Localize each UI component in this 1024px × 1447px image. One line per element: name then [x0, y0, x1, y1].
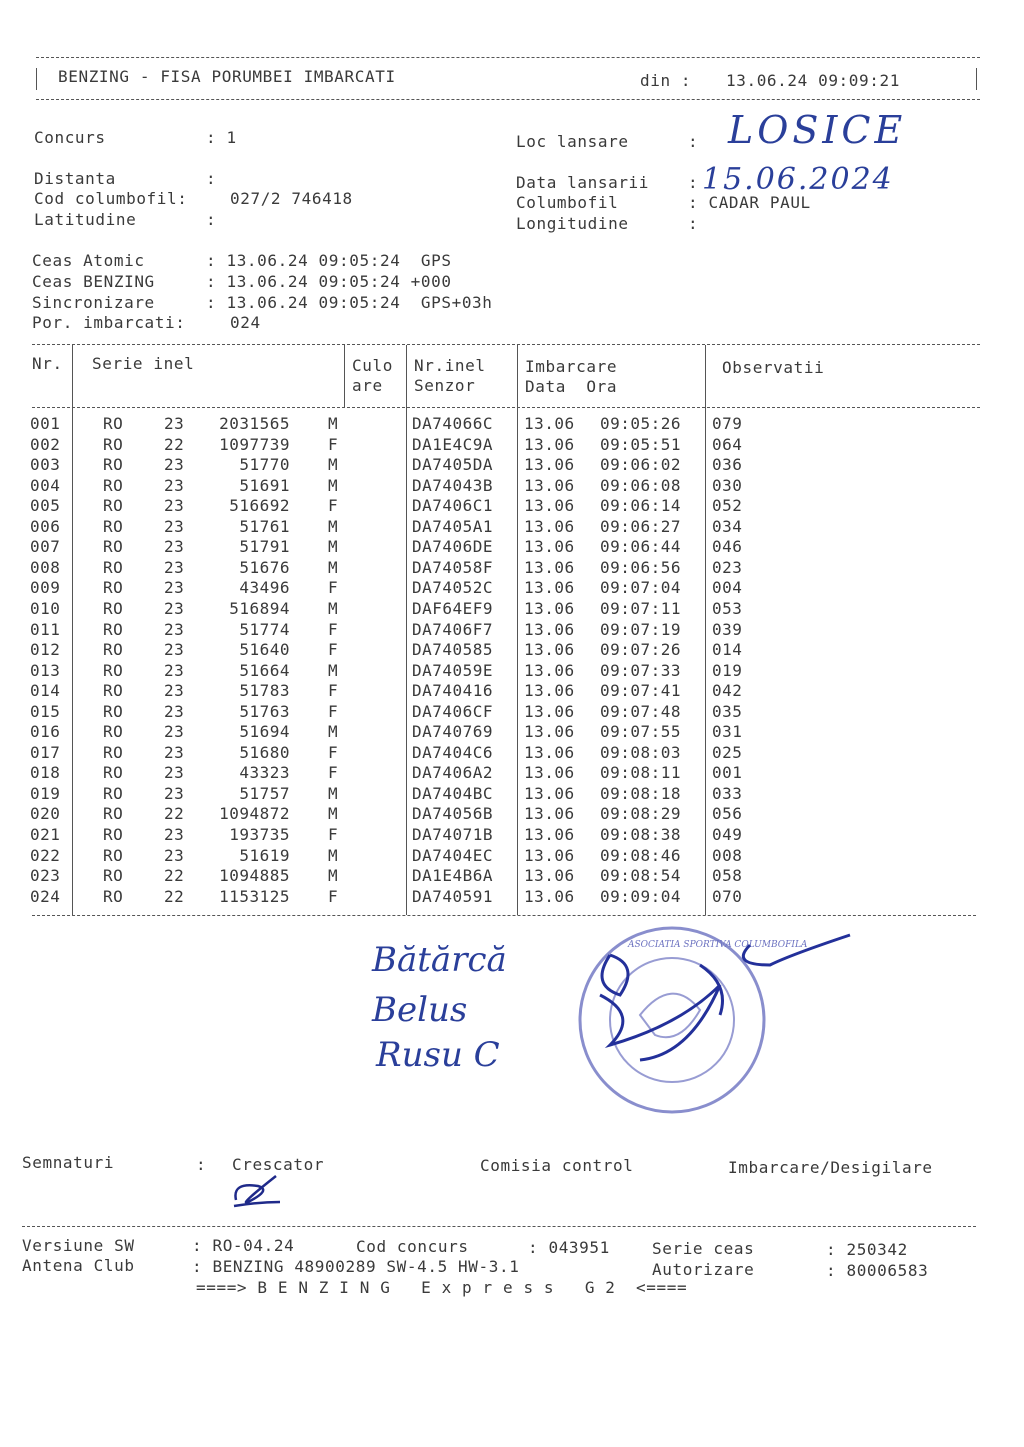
- columbofil-label: Columbofil: [516, 193, 619, 212]
- row-date: 13.06: [524, 825, 575, 844]
- sincronizare-value: : 13.06.24 09:05:24 GPS+03h: [206, 293, 493, 312]
- row-nr: 002: [30, 434, 61, 454]
- row-nr: 016: [30, 722, 61, 742]
- row-time: 09:07:48: [600, 701, 682, 721]
- row-ring: 516894: [229, 598, 290, 618]
- longitudine-value: :: [688, 214, 699, 233]
- row-nr: 024: [30, 886, 61, 906]
- row-nr: 019: [30, 783, 61, 803]
- row-sensor-id: DA74052C: [412, 578, 494, 598]
- row-sex: F: [328, 578, 339, 598]
- row-obs: 033: [712, 783, 743, 803]
- antena-club-label: Antena Club: [22, 1256, 135, 1275]
- row-year: 22: [164, 886, 185, 906]
- row-country: RO: [103, 537, 124, 557]
- row-sex: F: [328, 742, 339, 762]
- por-imbarcati-label: Por. imbarcati:: [32, 313, 186, 332]
- header-top-rule: [36, 57, 980, 58]
- row-obs: 025: [712, 742, 743, 762]
- row-country: RO: [103, 681, 124, 701]
- col-divider-imbarcare: [705, 345, 706, 915]
- row-sensor-id: DA74059E: [412, 660, 494, 680]
- row-date: 13.06: [524, 804, 575, 824]
- latitudine-value: :: [206, 210, 217, 229]
- col-header-serie: Serie inel: [92, 354, 195, 373]
- row-sex: M: [328, 537, 339, 557]
- row-date: 13.06: [524, 701, 575, 721]
- row-sensor-id: DA7406C1: [412, 496, 494, 516]
- row-year: 23: [164, 496, 185, 516]
- row-sex: M: [328, 722, 339, 742]
- col-header-nrinel-2: Senzor: [414, 376, 476, 395]
- row-time: 09:08:11: [600, 763, 682, 783]
- row-time: 09:05:51: [600, 434, 682, 454]
- din-value: 13.06.24 09:09:21: [726, 71, 900, 90]
- row-country: RO: [103, 742, 124, 762]
- row-date: 13.06: [524, 455, 575, 475]
- row-year: 23: [164, 742, 185, 762]
- row-country: RO: [103, 825, 124, 844]
- row-year: 22: [164, 866, 185, 886]
- row-obs: 019: [712, 660, 743, 680]
- row-date: 13.06: [524, 742, 575, 762]
- row-year: 23: [164, 722, 185, 742]
- row-sensor-id: DA74058F: [412, 557, 494, 577]
- row-year: 22: [164, 434, 185, 454]
- row-nr: 009: [30, 578, 61, 598]
- table-header-rule: [32, 407, 980, 408]
- antena-club-value: : BENZING 48900289 SW-4.5 HW-3.1: [192, 1257, 520, 1276]
- row-country: RO: [103, 804, 124, 824]
- imbarcare-desigilare-label: Imbarcare/Desigilare: [728, 1158, 933, 1177]
- row-obs: 064: [712, 434, 743, 454]
- row-nr: 021: [30, 825, 61, 844]
- row-time: 09:06:44: [600, 537, 682, 557]
- columbofil-value: : CADAR PAUL: [688, 193, 811, 212]
- concurs-label: Concurs: [34, 128, 106, 147]
- row-ring: 51761: [239, 516, 290, 536]
- row-nr: 003: [30, 455, 61, 475]
- table-top-rule: [32, 344, 980, 345]
- col-header-nr: Nr.: [32, 354, 63, 373]
- row-sensor-id: DA740769: [412, 722, 494, 742]
- row-obs: 036: [712, 455, 743, 475]
- col-header-culoare-2: are: [352, 376, 383, 395]
- ceas-atomic-label: Ceas Atomic: [32, 251, 145, 270]
- row-nr: 005: [30, 496, 61, 516]
- distanta-value: :: [206, 169, 217, 188]
- row-nr: 008: [30, 557, 61, 577]
- row-nr: 010: [30, 598, 61, 618]
- stamp-text: ASOCIATIA SPORTIVA COLUMBOFILA: [628, 940, 808, 950]
- din-label: din :: [640, 71, 692, 90]
- row-year: 23: [164, 825, 185, 844]
- row-year: 23: [164, 845, 185, 865]
- data-lansarii-handwritten: 15.06.2024: [702, 162, 894, 197]
- row-date: 13.06: [524, 722, 575, 742]
- row-sex: F: [328, 681, 339, 701]
- signature-scribble: [580, 925, 880, 1075]
- row-obs: 004: [712, 578, 743, 598]
- row-year: 23: [164, 681, 185, 701]
- row-country: RO: [103, 578, 124, 598]
- signature-name-1: Bătărcă: [372, 940, 507, 980]
- row-nr: 014: [30, 681, 61, 701]
- row-sensor-id: DA7404EC: [412, 845, 494, 865]
- row-year: 23: [164, 598, 185, 618]
- row-date: 13.06: [524, 619, 575, 639]
- table-bottom-rule: [32, 915, 976, 916]
- row-sensor-id: DA74071B: [412, 825, 494, 844]
- row-nr: 012: [30, 640, 61, 660]
- row-date: 13.06: [524, 434, 575, 454]
- row-sex: M: [328, 455, 339, 475]
- row-sex: F: [328, 640, 339, 660]
- row-time: 09:07:04: [600, 578, 682, 598]
- row-sensor-id: DA740416: [412, 681, 494, 701]
- row-nr: 022: [30, 845, 61, 865]
- row-country: RO: [103, 660, 124, 680]
- row-ring: 1094872: [219, 804, 290, 824]
- loc-lansare-handwritten: LOSICE: [728, 108, 907, 152]
- distanta-label: Distanta: [34, 169, 116, 188]
- row-ring: 1097739: [219, 434, 290, 454]
- col-header-imbarcare-2: Data Ora: [525, 377, 618, 396]
- row-obs: 070: [712, 886, 743, 906]
- row-date: 13.06: [524, 557, 575, 577]
- header-left-border: [36, 68, 37, 90]
- row-country: RO: [103, 619, 124, 639]
- row-ring: 51691: [239, 475, 290, 495]
- header-bottom-rule: [36, 99, 980, 100]
- row-sex: F: [328, 701, 339, 721]
- row-time: 09:08:03: [600, 742, 682, 762]
- crescator-label: Crescator: [232, 1155, 325, 1174]
- row-date: 13.06: [524, 475, 575, 495]
- col-header-nrinel-1: Nr.inel: [414, 356, 486, 375]
- row-sex: M: [328, 866, 339, 886]
- row-country: RO: [103, 414, 124, 433]
- row-country: RO: [103, 434, 124, 454]
- col-divider-nr: [72, 345, 73, 915]
- row-time: 09:07:19: [600, 619, 682, 639]
- row-year: 23: [164, 578, 185, 598]
- cod-concurs-value: : 043951: [528, 1238, 610, 1257]
- row-sensor-id: DA740591: [412, 886, 494, 906]
- row-year: 23: [164, 557, 185, 577]
- row-ring: 1094885: [219, 866, 290, 886]
- row-sex: M: [328, 660, 339, 680]
- row-ring: 51619: [239, 845, 290, 865]
- row-time: 09:08:54: [600, 866, 682, 886]
- row-nr: 023: [30, 866, 61, 886]
- row-country: RO: [103, 845, 124, 865]
- row-time: 09:08:29: [600, 804, 682, 824]
- row-ring: 43323: [239, 763, 290, 783]
- row-sensor-id: DA7404BC: [412, 783, 494, 803]
- row-year: 23: [164, 701, 185, 721]
- row-nr: 001: [30, 414, 61, 433]
- row-obs: 023: [712, 557, 743, 577]
- row-date: 13.06: [524, 681, 575, 701]
- row-year: 23: [164, 516, 185, 536]
- row-nr: 004: [30, 475, 61, 495]
- row-sex: F: [328, 619, 339, 639]
- row-sex: M: [328, 557, 339, 577]
- row-sensor-id: DA7404C6: [412, 742, 494, 762]
- row-obs: 039: [712, 619, 743, 639]
- row-country: RO: [103, 516, 124, 536]
- data-lansarii-label: Data lansarii: [516, 173, 650, 192]
- row-ring: 51694: [239, 722, 290, 742]
- row-sex: M: [328, 598, 339, 618]
- row-ring: 51791: [239, 537, 290, 557]
- row-country: RO: [103, 598, 124, 618]
- row-year: 22: [164, 804, 185, 824]
- loc-lansare-sep: :: [688, 132, 699, 151]
- row-ring: 516692: [229, 496, 290, 516]
- row-time: 09:08:46: [600, 845, 682, 865]
- row-country: RO: [103, 763, 124, 783]
- row-ring: 43496: [239, 578, 290, 598]
- row-date: 13.06: [524, 845, 575, 865]
- row-time: 09:06:08: [600, 475, 682, 495]
- row-sensor-id: DA7405DA: [412, 455, 494, 475]
- row-sex: M: [328, 804, 339, 824]
- row-date: 13.06: [524, 660, 575, 680]
- benzing-express-banner: ====> B E N Z I N G E x p r e s s G 2 <====: [196, 1278, 688, 1297]
- row-year: 23: [164, 619, 185, 639]
- row-sensor-id: DA74066C: [412, 414, 494, 433]
- row-time: 09:08:18: [600, 783, 682, 803]
- row-country: RO: [103, 475, 124, 495]
- row-ring: 1153125: [219, 886, 290, 906]
- row-sensor-id: DA74056B: [412, 804, 494, 824]
- loc-lansare-label: Loc lansare: [516, 132, 629, 151]
- row-ring: 51774: [239, 619, 290, 639]
- row-year: 23: [164, 640, 185, 660]
- col-header-observatii: Observatii: [722, 358, 825, 377]
- row-country: RO: [103, 701, 124, 721]
- row-date: 13.06: [524, 578, 575, 598]
- row-country: RO: [103, 866, 124, 886]
- row-date: 13.06: [524, 516, 575, 536]
- row-time: 09:05:26: [600, 414, 682, 433]
- row-time: 09:06:27: [600, 516, 682, 536]
- semnaturi-label: Semnaturi: [22, 1153, 115, 1172]
- header-right-border: [976, 68, 977, 90]
- row-nr: 018: [30, 763, 61, 783]
- row-sensor-id: DA7406A2: [412, 763, 494, 783]
- row-sensor-id: DA1E4C9A: [412, 434, 494, 454]
- row-sex: F: [328, 496, 339, 516]
- row-obs: 046: [712, 537, 743, 557]
- col-header-culoare-1: Culo: [352, 356, 393, 375]
- row-obs: 053: [712, 598, 743, 618]
- longitudine-label: Longitudine: [516, 214, 629, 233]
- document-title: BENZING - FISA PORUMBEI IMBARCATI: [58, 67, 396, 86]
- row-date: 13.06: [524, 537, 575, 557]
- row-time: 09:07:33: [600, 660, 682, 680]
- row-year: 23: [164, 414, 185, 433]
- row-year: 23: [164, 763, 185, 783]
- row-time: 09:07:55: [600, 722, 682, 742]
- row-sex: M: [328, 783, 339, 803]
- comisia-control-label: Comisia control: [480, 1156, 634, 1175]
- row-sensor-id: DA7406F7: [412, 619, 494, 639]
- ceas-atomic-value: : 13.06.24 09:05:24 GPS: [206, 251, 452, 270]
- row-sensor-id: DA7405A1: [412, 516, 494, 536]
- row-ring: 51664: [239, 660, 290, 680]
- latitudine-label: Latitudine: [34, 210, 137, 229]
- row-country: RO: [103, 640, 124, 660]
- row-year: 23: [164, 455, 185, 475]
- row-date: 13.06: [524, 886, 575, 906]
- row-nr: 007: [30, 537, 61, 557]
- signature-name-2: Belus: [372, 990, 468, 1030]
- row-time: 09:06:02: [600, 455, 682, 475]
- row-ring: 51640: [239, 640, 290, 660]
- row-year: 23: [164, 783, 185, 803]
- ceas-benzing-label: Ceas BENZING: [32, 272, 155, 291]
- cod-columbofil-value: 027/2 746418: [230, 189, 353, 208]
- row-date: 13.06: [524, 866, 575, 886]
- semnaturi-sep: :: [196, 1155, 207, 1174]
- por-imbarcati-value: 024: [230, 313, 261, 332]
- row-time: 09:06:14: [600, 496, 682, 516]
- row-sensor-id: DA1E4B6A: [412, 866, 494, 886]
- row-sensor-id: DAF64EF9: [412, 598, 494, 618]
- row-ring: 51676: [239, 557, 290, 577]
- row-nr: 020: [30, 804, 61, 824]
- row-nr: 013: [30, 660, 61, 680]
- row-obs: 079: [712, 414, 743, 433]
- row-nr: 017: [30, 742, 61, 762]
- row-sensor-id: DA7406DE: [412, 537, 494, 557]
- serie-ceas-value: : 250342: [826, 1240, 908, 1259]
- row-date: 13.06: [524, 496, 575, 516]
- versiune-sw-label: Versiune SW: [22, 1236, 135, 1255]
- autorizare-value: : 80006583: [826, 1261, 929, 1280]
- cod-concurs-label: Cod concurs: [356, 1237, 469, 1256]
- row-obs: 001: [712, 763, 743, 783]
- row-time: 09:07:11: [600, 598, 682, 618]
- versiune-sw-value: : RO-04.24: [192, 1236, 295, 1255]
- row-country: RO: [103, 783, 124, 803]
- row-nr: 006: [30, 516, 61, 536]
- row-date: 13.06: [524, 763, 575, 783]
- row-ring: 193735: [229, 825, 290, 844]
- row-ring: 2031565: [219, 414, 290, 433]
- row-ring: 51680: [239, 742, 290, 762]
- row-sensor-id: DA74043B: [412, 475, 494, 495]
- crescator-signature: [228, 1172, 288, 1212]
- autorizare-label: Autorizare: [652, 1260, 755, 1279]
- row-nr: 011: [30, 619, 61, 639]
- row-ring: 51783: [239, 681, 290, 701]
- row-country: RO: [103, 557, 124, 577]
- row-time: 09:09:04: [600, 886, 682, 906]
- row-obs: 014: [712, 640, 743, 660]
- serie-ceas-label: Serie ceas: [652, 1239, 755, 1258]
- footer-rule: [22, 1226, 976, 1227]
- col-divider-senzor: [517, 345, 518, 915]
- row-ring: 51757: [239, 783, 290, 803]
- row-obs: 030: [712, 475, 743, 495]
- row-country: RO: [103, 496, 124, 516]
- row-sex: M: [328, 475, 339, 495]
- row-sensor-id: DA740585: [412, 640, 494, 660]
- row-year: 23: [164, 475, 185, 495]
- row-year: 23: [164, 537, 185, 557]
- row-date: 13.06: [524, 414, 575, 433]
- col-divider-serie: [344, 345, 345, 407]
- row-obs: 031: [712, 722, 743, 742]
- row-obs: 058: [712, 866, 743, 886]
- row-country: RO: [103, 886, 124, 906]
- col-divider-culoare: [406, 345, 407, 915]
- row-country: RO: [103, 455, 124, 475]
- row-sensor-id: DA7406CF: [412, 701, 494, 721]
- row-sex: M: [328, 845, 339, 865]
- row-obs: 035: [712, 701, 743, 721]
- ceas-benzing-value: : 13.06.24 09:05:24 +000: [206, 272, 452, 291]
- row-sex: M: [328, 516, 339, 536]
- row-obs: 049: [712, 825, 743, 844]
- row-date: 13.06: [524, 640, 575, 660]
- row-ring: 51763: [239, 701, 290, 721]
- col-header-imbarcare-1: Imbarcare: [525, 357, 618, 376]
- row-sex: M: [328, 414, 339, 433]
- row-sex: F: [328, 825, 339, 844]
- row-obs: 056: [712, 804, 743, 824]
- row-time: 09:06:56: [600, 557, 682, 577]
- row-obs: 042: [712, 681, 743, 701]
- row-obs: 052: [712, 496, 743, 516]
- row-time: 09:07:41: [600, 681, 682, 701]
- row-ring: 51770: [239, 455, 290, 475]
- row-sex: F: [328, 763, 339, 783]
- sincronizare-label: Sincronizare: [32, 293, 155, 312]
- row-time: 09:08:38: [600, 825, 682, 844]
- row-year: 23: [164, 660, 185, 680]
- cod-columbofil-label: Cod columbofil:: [34, 189, 188, 208]
- concurs-value: : 1: [206, 128, 237, 147]
- row-date: 13.06: [524, 783, 575, 803]
- row-obs: 034: [712, 516, 743, 536]
- row-time: 09:07:26: [600, 640, 682, 660]
- row-date: 13.06: [524, 598, 575, 618]
- row-obs: 008: [712, 845, 743, 865]
- row-nr: 015: [30, 701, 61, 721]
- row-sex: F: [328, 434, 339, 454]
- row-sex: F: [328, 886, 339, 906]
- data-lansarii-sep: :: [688, 173, 699, 192]
- signature-name-3: Rusu C: [376, 1035, 500, 1075]
- row-country: RO: [103, 722, 124, 742]
